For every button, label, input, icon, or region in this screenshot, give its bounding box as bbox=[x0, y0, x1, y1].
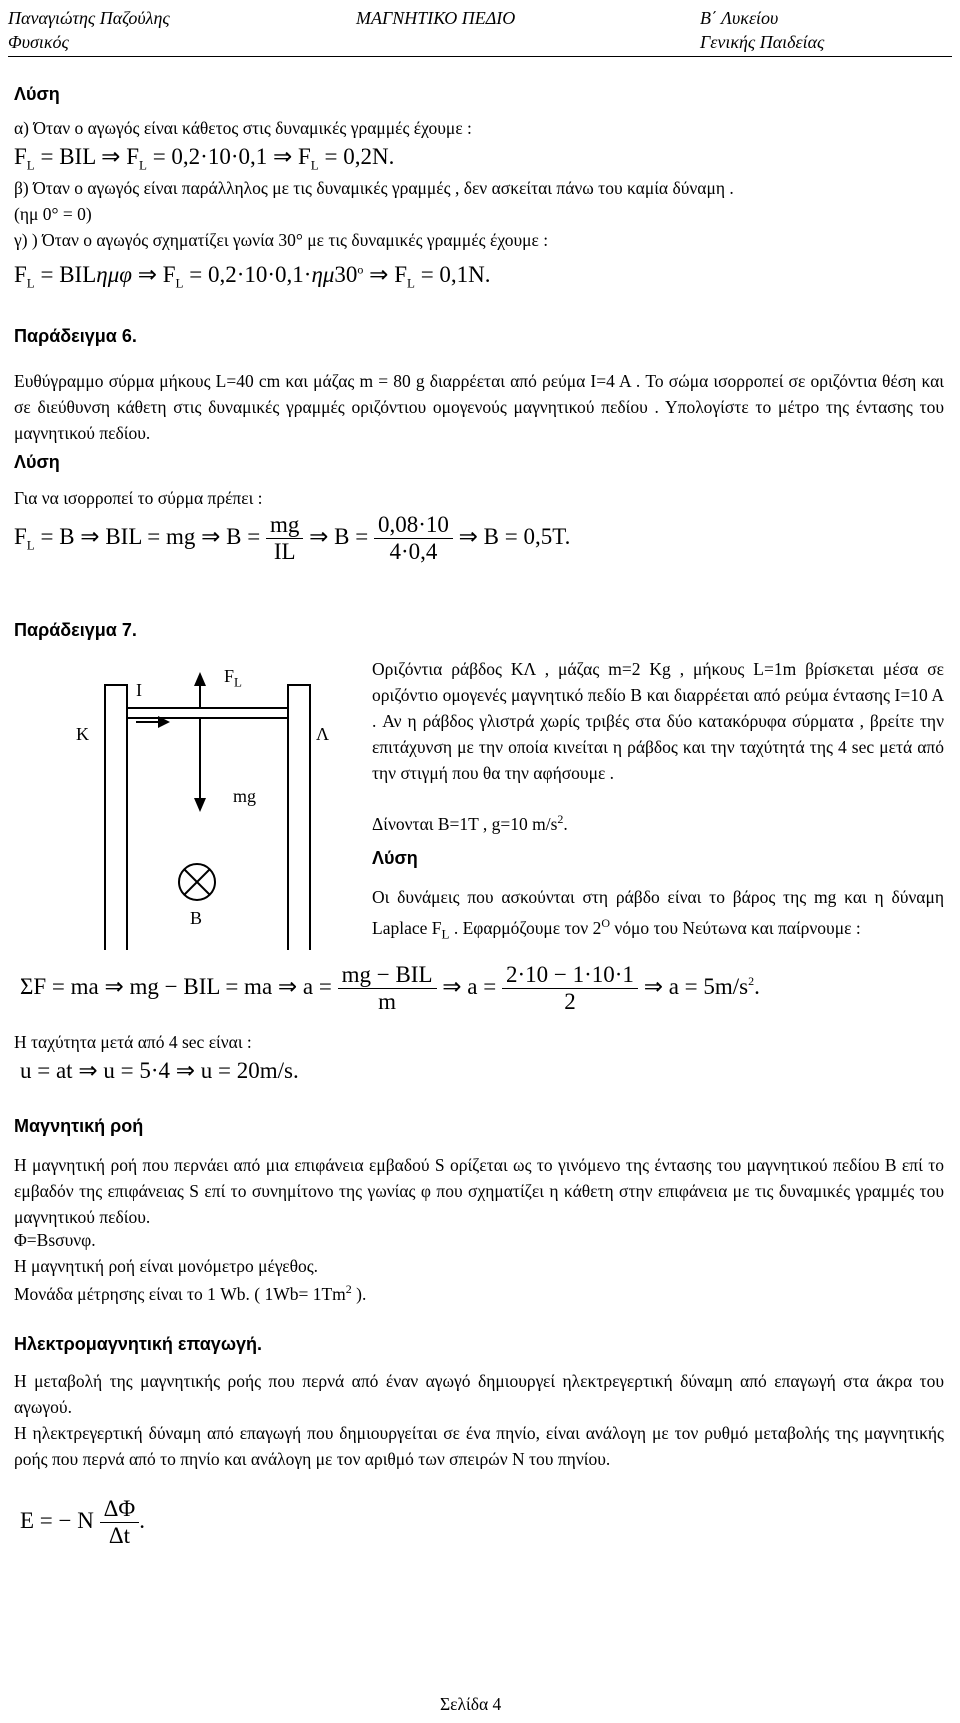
header-topic: ΜΑΓΝΗΤΙΚΟ ΠΕΔΙΟ bbox=[356, 8, 516, 28]
flux-definition: Η μαγνητική ροή που περνάει από μια επιφάνεια εμβαδού S ορίζεται ως το γινόμενο της έντασης του μαγνητικού πεδίου B επί το εμβαδόν της επιφάνειας S επί το συνημίτονο της γωνίας φ που σχηματίζει η κάθετη στην επιφάνεια με τις δυναμικές γραμμές του μαγνητικού πεδίου. bbox=[14, 1155, 944, 1227]
solution-heading-1: Λύση bbox=[14, 84, 60, 104]
fraction-numeric: $\frac{0,08\cdot 10}{4\cdot 0,4}$ bbox=[374, 512, 453, 565]
flux-formula: Φ=Bsσυνφ. bbox=[14, 1230, 96, 1250]
label-laplace-force: $F_L$ bbox=[224, 666, 242, 690]
part-c-text: γ) ) Όταν ο αγωγός σχηματίζει γωνία 30° με τις δυναμικές γραμμές έχουμε : bbox=[14, 230, 549, 250]
example-6-text: Ευθύγραμμο σύρμα μήκους L=40 cm και μάζας m = 80 g διαρρέεται από ρεύμα I=4 A . Το σώμα ισορροπεί σε οριζόντια θέση και σε διεύθυνση κάθετη στις δυναμικές γραμμές οριζόντιου ομογενούς μαγνητικού πεδίου . Υπολογίστε το μέτρο της έντασης του μαγνητικού πεδίου. bbox=[14, 371, 944, 443]
header-role: Φυσικός bbox=[8, 32, 69, 52]
header-course: Γενικής Παιδείας bbox=[700, 32, 825, 52]
header-divider bbox=[8, 56, 952, 57]
page-number: Σελίδα 4 bbox=[440, 1694, 502, 1714]
example-6-solution-heading: Λύση bbox=[14, 452, 60, 472]
example-6-equation: $F_L = B$ ⇒ BIL = mg ⇒ B = $\frac{mg}{IL}$ ⇒ B = $\frac{0,08\cdot 10}{4\cdot 0,4}$ ⇒ B = 0,5T. bbox=[14, 512, 571, 564]
flux-heading: Μαγνητική ροή bbox=[14, 1116, 144, 1136]
part-a-equation: $F_L$ = BIL ⇒ $F_L = 0,2\cdot 10\cdot 0,1$ ⇒ $F_L = 0,2N$. bbox=[14, 144, 395, 173]
example-6-heading: Παράδειγμα 6. bbox=[14, 326, 137, 346]
speed-equation: u = at ⇒ u = 5·4 ⇒ u = 20m/s. bbox=[20, 1058, 299, 1083]
fraction-numeric-accel: $\frac{2\cdot 10 - 1\cdot 10\cdot 1}{2}$ bbox=[502, 962, 638, 1015]
fraction-mg-over-il: $\frac{mg}{IL}$ bbox=[266, 512, 303, 565]
induction-paragraph-2: Η ηλεκτρεγερτική δύναμη από επαγωγή που δημιουργείται σε ένα πηνίο, είναι ανάλογη με τον ρυθμό μεταβολής της μαγνητικής ροής που περνά από το πηνίο και ανάλογη με τον αριθμό των σπειρών N του πηνίου. bbox=[14, 1423, 944, 1469]
part-a-text: α) Όταν ο αγωγός είναι κάθετος στις δυναμικές γραμμές έχουμε : bbox=[14, 118, 472, 138]
label-lambda: Λ bbox=[316, 724, 330, 744]
fraction-flux-change-rate: $\frac{\Delta\Phi}{\Delta t}$ bbox=[100, 1496, 140, 1549]
faraday-equation: E = − N $\frac{\Delta\Phi}{\Delta t}$ . bbox=[20, 1496, 145, 1548]
example-6-solution-text: Για να ισορροπεί το σύρμα πρέπει : bbox=[14, 488, 263, 508]
label-mg: mg bbox=[233, 786, 257, 806]
label-current: I bbox=[136, 680, 142, 700]
example-7-solution-text: Οι δυνάμεις που ασκούνται στη ράβδο είναι το βάρος της mg και η δύναμη Laplace $F_L$ . Εφαρμόζουμε τον $2^O$ νόμο του Νεύτωνα και παίρνουμε : bbox=[372, 887, 944, 942]
example-7-equation: ΣF = ma ⇒ mg − BIL = ma ⇒ a = $\frac{\text{mg − BIL}}{m}$ ⇒ a = $\frac{2\cdot 10 - 1\cdot 10\cdot 1}{2}$ ⇒ $a = 5m/s^2$. bbox=[20, 962, 760, 1014]
part-b-note: (ημ 0° = 0) bbox=[14, 204, 92, 224]
induction-paragraph-1: Η μεταβολή της μαγνητικής ροής που περνά από έναν αγωγό δημιουργεί ηλεκτρεγερτική δύναμη από επαγωγή στα άκρα του αγωγού. bbox=[14, 1371, 944, 1417]
example-7-given: Δίνονται B=1T , g=10 $m/s^2$. bbox=[372, 812, 568, 834]
example-7-solution-heading: Λύση bbox=[372, 848, 418, 868]
example-7-text: Οριζόντια ράβδος ΚΛ , μάζας m=2 Kg , μήκους L=1m βρίσκεται μέσα σε οριζόντιο ομογενές μαγνητικό πεδίο B και διαρρέεται από ρεύμα έντασης I=10 A . Αν η ράβδος γλιστρά χωρίς τριβές στα δύο κατακόρυφα σύρματα , βρείτε την επιτάχυνση με την οποία κινείται η ράβδος και την ταχύτητά της 4 sec μετά από την στιγμή που θα την αφήσουμε . bbox=[372, 659, 944, 783]
rod-rails-diagram bbox=[60, 650, 360, 950]
label-field: B bbox=[190, 908, 203, 928]
example-7-heading: Παράδειγμα 7. bbox=[14, 620, 137, 640]
fraction-net-force: $\frac{\text{mg − BIL}}{m}$ bbox=[338, 962, 437, 1015]
header-grade: Β΄ Λυκείου bbox=[700, 8, 779, 28]
part-b-text: β) Όταν ο αγωγός είναι παράλληλος με τις δυναμικές γραμμές , δεν ασκείται πάνω του καμία δύναμη . bbox=[14, 178, 734, 198]
induction-heading: Ηλεκτρομαγνητική επαγωγή. bbox=[14, 1334, 263, 1354]
flux-unit: Μονάδα μέτρησης είναι το 1 Wb. ( $1Wb= 1Tm^2$ ). bbox=[14, 1282, 367, 1304]
speed-text: Η ταχύτητα μετά από 4 sec είναι : bbox=[14, 1032, 252, 1052]
label-k: K bbox=[76, 724, 89, 744]
flux-scalar-note: Η μαγνητική ροή είναι μονόμετρο μέγεθος. bbox=[14, 1256, 319, 1276]
part-c-equation: $F_L = BIL\eta\mu\varphi$ ⇒ $F_L = 0,2\cdot 10\cdot 0,1\cdot\eta\mu 30^o$ ⇒ $F_L = 0,1N$. bbox=[14, 262, 491, 291]
header-author: Παναγιώτης Παζούλης bbox=[8, 8, 170, 28]
